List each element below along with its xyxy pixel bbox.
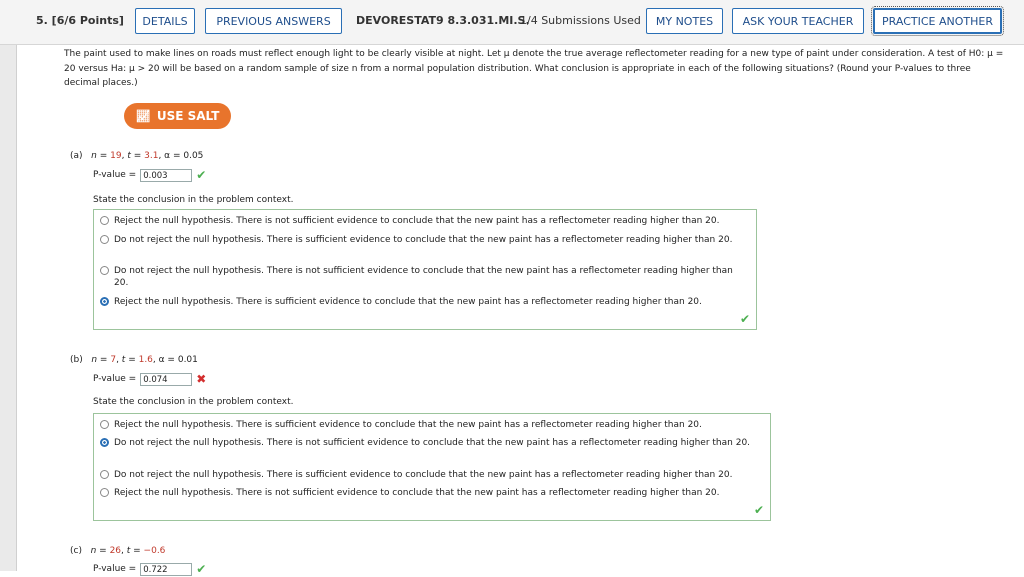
incorrect-x-icon: ✖ (196, 372, 207, 386)
part-a-option-3[interactable]: Do not reject the null hypothesis. There is not sufficient evidence to conclude that the new paint has a reflectometer reading higher than 20. (100, 265, 750, 289)
part-b-pvalue-input[interactable]: 0.074 (140, 373, 192, 386)
part-c-pvalue-input[interactable]: 0.722 (140, 563, 192, 576)
left-gutter (0, 0, 17, 571)
use-salt-label: USE SALT (156, 109, 220, 123)
correct-check-icon: ✔ (753, 503, 764, 517)
part-a-option-2[interactable]: Do not reject the null hypothesis. There is sufficient evidence to conclude that the new paint has a reflectometer reading higher than 20. (100, 234, 740, 246)
radio-button[interactable] (100, 470, 109, 479)
part-b-options (93, 413, 771, 521)
part-b-pvalue-row (93, 372, 206, 386)
practice-another-button[interactable]: PRACTICE ANOTHER (873, 8, 1002, 34)
pvalue-label: P-value = (93, 374, 137, 384)
part-b-header: (b) n = 7, t = 1.6, α = 0.01 (70, 355, 198, 365)
part-a-option-1[interactable]: Reject the null hypothesis. There is not sufficient evidence to conclude that the new paint has a reflectometer reading higher than 20. (100, 215, 750, 227)
question-number: 5. [6/6 Points] (36, 14, 124, 27)
radio-button-selected[interactable] (100, 297, 109, 306)
part-b-option-2[interactable]: Do not reject the null hypothesis. There is not sufficient evidence to conclude that the new paint has a reflectometer reading higher than 20. (100, 437, 760, 449)
part-a-option-4[interactable]: Reject the null hypothesis. There is sufficient evidence to conclude that the new paint has a reflectometer reading higher than 20. (100, 296, 750, 308)
part-a-header: (a) n = 19, t = 3.1, α = 0.05 (70, 151, 204, 161)
radio-button[interactable] (100, 266, 109, 275)
correct-check-icon: ✔ (739, 312, 750, 326)
radio-button[interactable] (100, 420, 109, 429)
correct-check-icon: ✔ (196, 562, 207, 576)
part-c-pvalue-row (93, 562, 206, 576)
pvalue-label: P-value = (93, 564, 137, 574)
details-button[interactable]: DETAILS (135, 8, 195, 34)
part-a-prompt: State the conclusion in the problem context. (93, 195, 294, 205)
radio-button[interactable] (100, 488, 109, 497)
radio-button-selected[interactable] (100, 438, 109, 447)
part-b-option-3[interactable]: Do not reject the null hypothesis. There is sufficient evidence to conclude that the new paint has a reflectometer reading higher than 20. (100, 469, 765, 481)
chart-icon: 📈︎ (135, 109, 151, 123)
part-a-pvalue-row (93, 168, 206, 182)
part-b-option-1[interactable]: Reject the null hypothesis. There is sufficient evidence to conclude that the new paint has a reflectometer reading higher than 20. (100, 419, 760, 431)
part-b-prompt: State the conclusion in the problem context. (93, 397, 294, 407)
use-salt-button[interactable] (124, 103, 231, 129)
previous-answers-button[interactable]: PREVIOUS ANSWERS (205, 8, 342, 34)
part-c-header: (c) n = 26, t = −0.6 (70, 546, 166, 556)
submissions-count: 1/4 Submissions Used (520, 14, 641, 27)
part-a-pvalue-input[interactable]: 0.003 (140, 169, 192, 182)
my-notes-button[interactable]: MY NOTES (646, 8, 723, 34)
assignment-id: DEVORESTAT9 8.3.031.MI.S. (356, 14, 530, 27)
part-a-options (93, 209, 757, 330)
radio-button[interactable] (100, 216, 109, 225)
ask-teacher-button[interactable]: ASK YOUR TEACHER (732, 8, 864, 34)
problem-statement: The paint used to make lines on roads must reflect enough light to be clearly visible at night. Let μ denote the true average reflectometer reading for a new type of paint under consideration. A test of H0: μ = 20 versus Ha: μ > 20 will be based on a random sample of size n from a normal population distribution. What conclusion is appropriate in each of the following situations? (Round your P-values to three decimal places.) (64, 49, 1004, 88)
pvalue-label: P-value = (93, 170, 137, 180)
part-b-option-4[interactable]: Reject the null hypothesis. There is not sufficient evidence to conclude that the new paint has a reflectometer reading higher than 20. (100, 487, 760, 499)
radio-button[interactable] (100, 235, 109, 244)
correct-check-icon: ✔ (196, 168, 207, 182)
